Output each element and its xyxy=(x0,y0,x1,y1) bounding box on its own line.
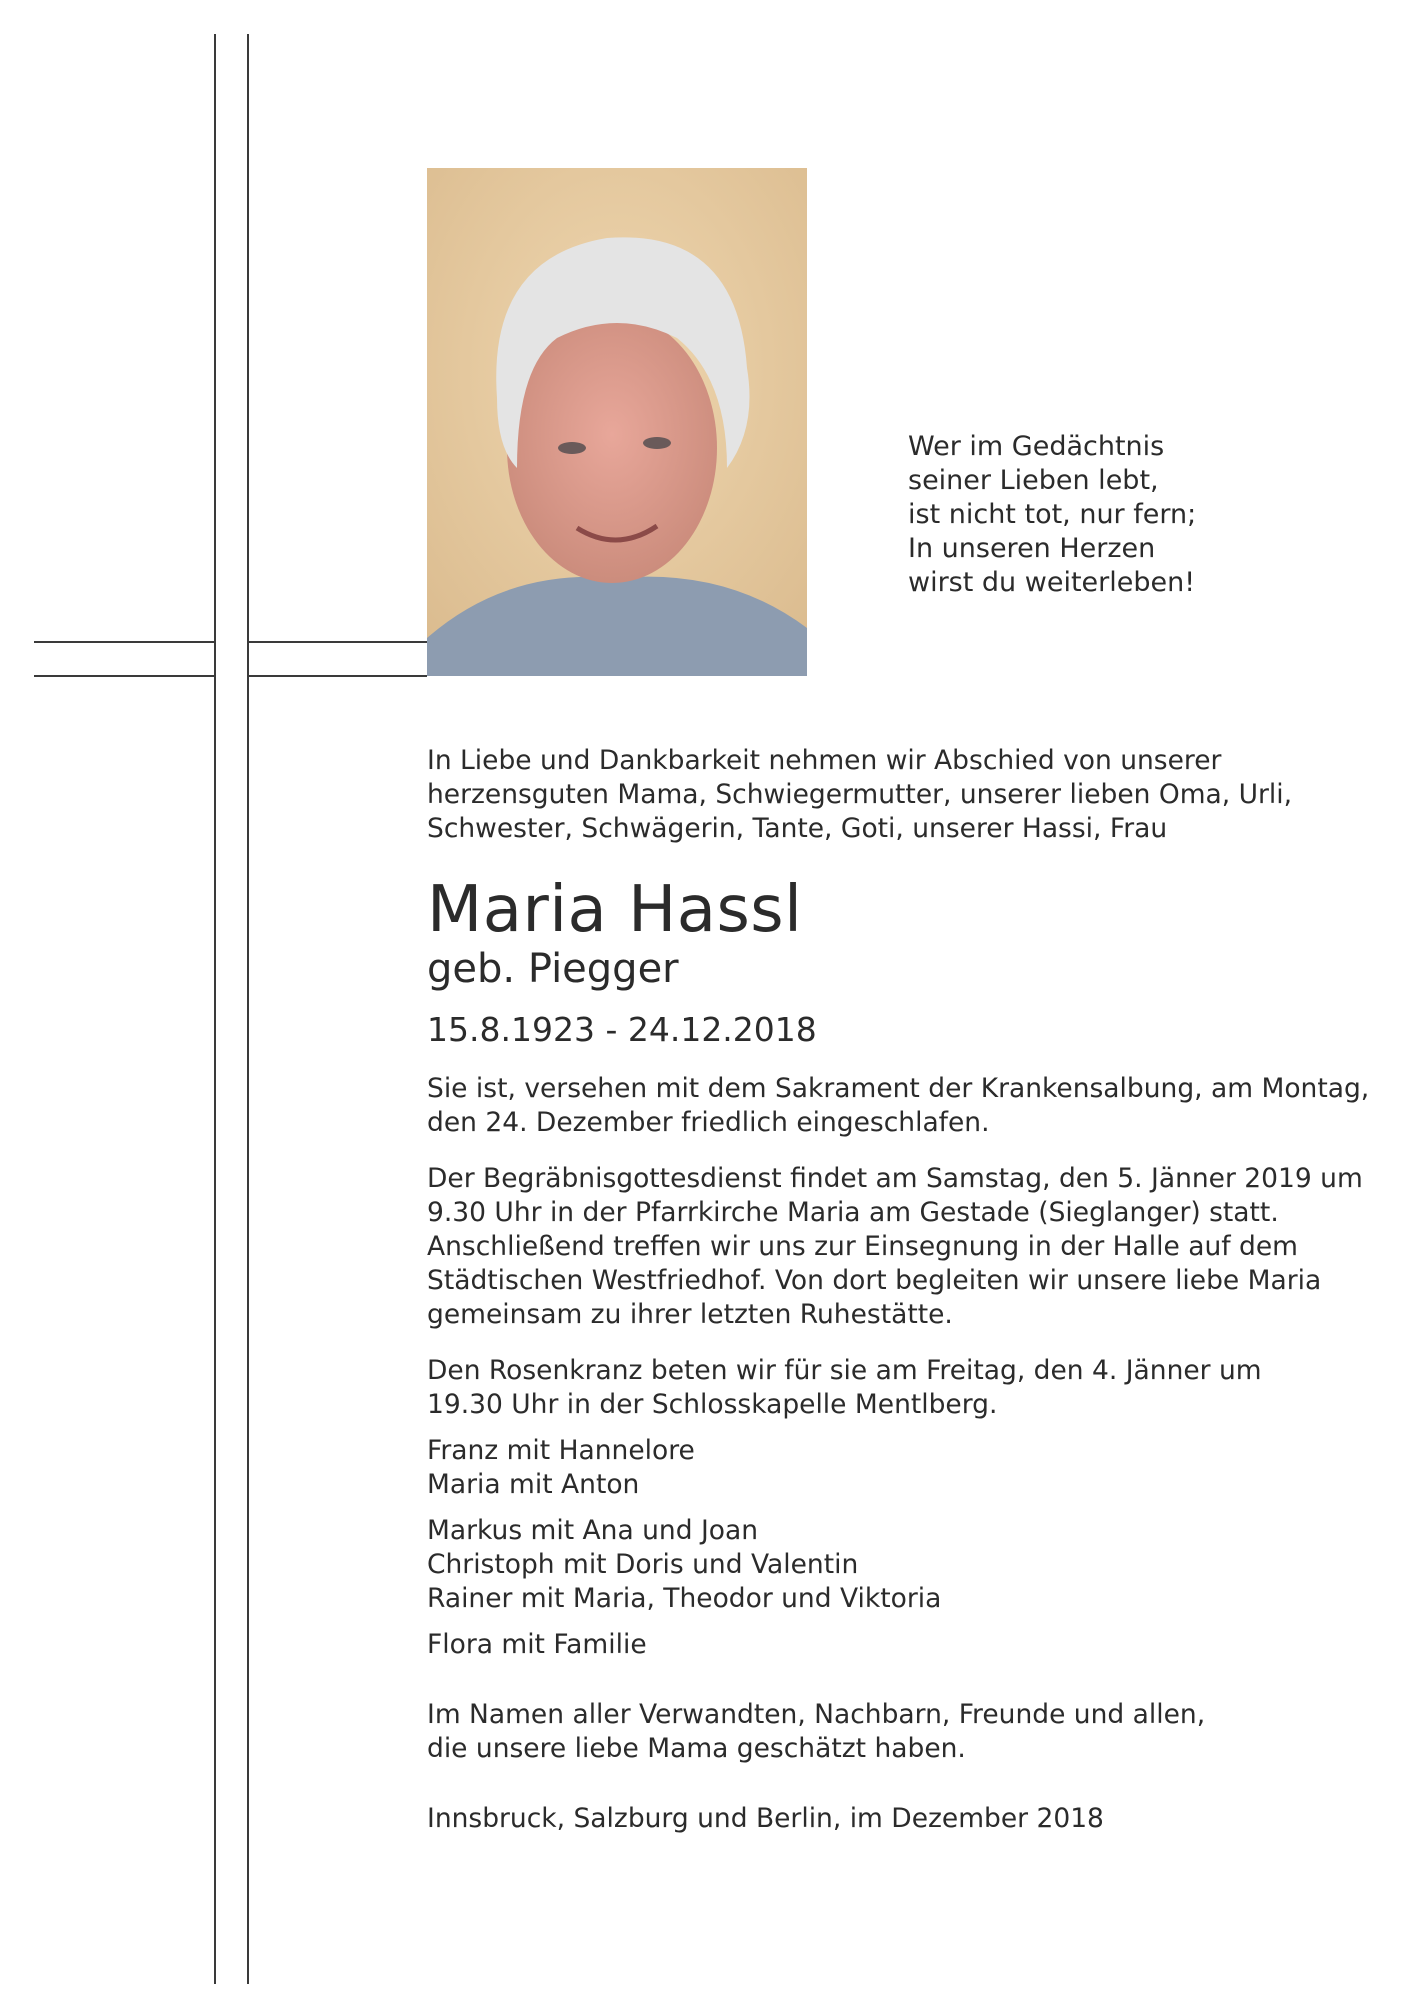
text-line: Im Namen aller Verwandten, Nachbarn, Freunde und allen, xyxy=(427,1699,1206,1730)
cross-horizontal-line-bottom-right xyxy=(247,675,427,677)
text-line: gemeinsam zu ihrer letzten Ruhestätte. xyxy=(427,1299,953,1330)
death-paragraph xyxy=(427,1072,1370,1140)
quote-line: seiner Lieben lebt, xyxy=(908,465,1159,496)
family-member: Markus mit Ana und Joan xyxy=(427,1515,759,1546)
obituary-content xyxy=(427,744,1370,1836)
text-line: Anschließend treffen wir uns zur Einsegnung in der Halle auf dem xyxy=(427,1231,1298,1262)
intro-line: In Liebe und Dankbarkeit nehmen wir Abschied von unserer xyxy=(427,745,1222,776)
family-other xyxy=(427,1628,1327,1662)
cross-vertical-line-right xyxy=(247,34,249,1984)
family-grandchildren xyxy=(427,1514,1327,1616)
family-member: Franz mit Hannelore xyxy=(427,1435,695,1466)
cross-vertical-line-left xyxy=(214,34,216,1984)
life-dates: 15.8.1923 - 24.12.2018 xyxy=(427,1010,817,1049)
family-member: Christoph mit Doris und Valentin xyxy=(427,1549,859,1580)
text-line: 9.30 Uhr in der Pfarrkirche Maria am Gestade (Sieglanger) statt. xyxy=(427,1197,1279,1228)
place-and-date: Innsbruck, Salzburg und Berlin, im Dezember 2018 xyxy=(427,1803,1104,1834)
cross-horizontal-line-top-left xyxy=(34,641,215,643)
intro-paragraph xyxy=(427,744,1327,846)
family-children xyxy=(427,1434,1327,1502)
quote-line: In unseren Herzen xyxy=(908,533,1156,564)
quote-line: Wer im Gedächtnis xyxy=(908,431,1165,462)
text-line: den 24. Dezember friedlich eingeschlafen. xyxy=(427,1107,990,1138)
deceased-name: Maria Hassl xyxy=(427,873,803,947)
family-member: Rainer mit Maria, Theodor und Viktoria xyxy=(427,1583,942,1614)
closing-paragraph xyxy=(427,1698,1327,1766)
portrait-photo xyxy=(427,168,807,676)
text-line: Der Begräbnisgottesdienst findet am Samstag, den 5. Jänner 2019 um xyxy=(427,1163,1363,1194)
cross-horizontal-line-top-right xyxy=(247,641,427,643)
text-line: 19.30 Uhr in der Schlosskapelle Mentlberg. xyxy=(427,1389,998,1420)
family-member: Flora mit Familie xyxy=(427,1629,647,1660)
text-line: Städtischen Westfriedhof. Von dort begleiten wir unsere liebe Maria xyxy=(427,1265,1322,1296)
cross-horizontal-line-bottom-left xyxy=(34,675,215,677)
text-line: Den Rosenkranz beten wir für sie am Freitag, den 4. Jänner um xyxy=(427,1355,1262,1386)
portrait-illustration xyxy=(427,168,807,676)
memorial-quote xyxy=(908,430,1196,600)
quote-line: ist nicht tot, nur fern; xyxy=(908,499,1197,530)
family-member: Maria mit Anton xyxy=(427,1469,640,1500)
intro-line: Schwester, Schwägerin, Tante, Goti, unserer Hassi, Frau xyxy=(427,813,1168,844)
text-line: Sie ist, versehen mit dem Sakrament der Krankensalbung, am Montag, xyxy=(427,1073,1370,1104)
birth-name: geb. Piegger xyxy=(427,946,679,992)
funeral-paragraph xyxy=(427,1162,1363,1332)
text-line: die unsere liebe Mama geschätzt haben. xyxy=(427,1733,966,1764)
quote-line: wirst du weiterleben! xyxy=(908,567,1196,598)
rosary-paragraph xyxy=(427,1354,1327,1422)
intro-line: herzensguten Mama, Schwiegermutter, unserer lieben Oma, Urli, xyxy=(427,779,1293,810)
